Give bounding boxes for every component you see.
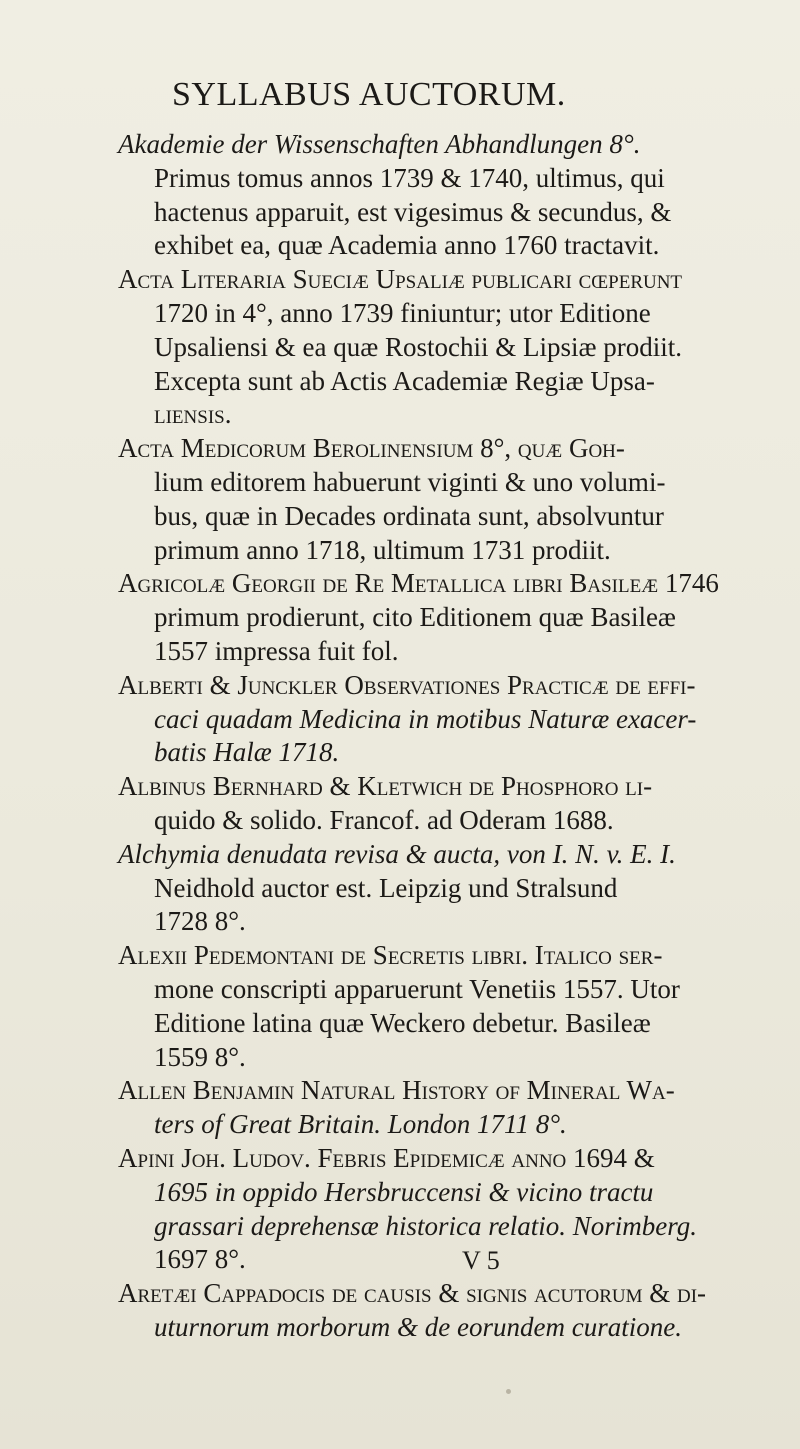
syllabus-text — [118, 128, 758, 1345]
text-line: 1559 8°. — [154, 1041, 246, 1072]
text-line: 1697 8°. — [154, 1244, 246, 1275]
entry-allen — [118, 1074, 758, 1142]
text-line: ters of Great Britain. London 1711 8°. — [154, 1109, 567, 1140]
text-line: 1557 impressa fuit fol. — [154, 635, 399, 666]
entry-agricola — [118, 567, 758, 668]
running-header: SYLLABUS AUCTORUM. — [172, 76, 566, 113]
text-line: Excepta sunt ab Actis Academiæ Regiæ Upsa- — [154, 365, 655, 396]
text-line: primum anno 1718, ultimum 1731 prodiit. — [154, 534, 611, 565]
text-line: 1720 in 4°, anno 1739 finiuntur; utor Editione — [154, 297, 651, 328]
text-line: quido & solido. Francof. ad Oderam 1688. — [154, 804, 614, 835]
text-line: mone conscripti apparuerunt Venetiis 1557. Utor — [154, 973, 680, 1004]
text-line: exhibet ea, quæ Academia anno 1760 tractavit. — [154, 230, 660, 261]
text-line: Alchymia denudata revisa & aucta, von I. N. v. E. I. — [118, 838, 676, 869]
entry-acta-medicorum — [118, 432, 758, 567]
text-line: Primus tomus annos 1739 & 1740, ultimus, qui — [154, 162, 665, 193]
entry-alexii — [118, 939, 758, 1074]
signature-mark: V 5 — [462, 1246, 500, 1275]
text-line: 1728 8°. — [154, 906, 246, 937]
text-line: caci quadam Medicina in motibus Naturæ exacer- — [154, 703, 697, 734]
paper-speck — [506, 1389, 511, 1394]
entry-aretaei — [118, 1277, 758, 1345]
text-line: Allen Benjamin Natural History of Mineral Wa- — [118, 1075, 675, 1106]
text-line: 1695 in oppido Hersbruccensi & vicino tractu — [154, 1176, 654, 1207]
text-line: Akademie der Wissenschaften Abhandlungen 8°. — [118, 129, 641, 159]
text-line: primum prodierunt, cito Editionem quæ Basileæ — [154, 602, 676, 633]
text-line: Albinus Bernhard & Kletwich de Phosphoro li- — [118, 771, 653, 802]
text-line: Alexii Pedemontani de Secretis libri. Italico ser- — [118, 940, 663, 971]
text-line: Acta Medicorum Berolinensium 8°, quæ Goh- — [118, 433, 625, 464]
text-line: Upsaliensi & ea quæ Rostochii & Lipsiæ prodiit. — [154, 331, 682, 362]
entry-alberti — [118, 669, 758, 770]
text-line: Aretæi Cappadocis de causis & signis acutorum & di- — [118, 1278, 707, 1309]
text-line: Alberti & Junckler Observationes Practicæ de effi- — [118, 669, 696, 700]
entry-albinus — [118, 770, 758, 838]
text-line: uturnorum morborum & de eorundem curatione. — [154, 1311, 682, 1342]
text-line: Agricolæ Georgii de Re Metallica libri Basileæ 1746 — [118, 568, 719, 599]
entry-acta-literaria — [118, 263, 758, 432]
text-line: Neidhold auctor est. Leipzig und Stralsund — [154, 872, 618, 903]
text-line: grassari deprehensæ historica relatio. Norimberg. — [154, 1210, 698, 1241]
text-line: Editione latina quæ Weckero debetur. Basileæ — [154, 1007, 651, 1038]
entry-alchymia — [118, 838, 758, 939]
text-line: lium editorem habuerunt viginti & uno volumi- — [154, 466, 666, 497]
entry-akademie — [118, 128, 758, 263]
text-line: hactenus apparuit, est vigesimus & secundus, & — [154, 196, 672, 227]
text-line: batis Halæ 1718. — [154, 737, 340, 768]
text-line: Apini Joh. Ludov. Febris Epidemicæ anno 1694 & — [118, 1142, 655, 1173]
text-line: bus, quæ in Decades ordinata sunt, absolvuntur — [154, 500, 664, 531]
entry-apini — [118, 1142, 758, 1277]
text-line: Acta Literaria Sueciæ Upsaliæ publicari cœperunt — [118, 264, 683, 295]
text-line: liensis. — [154, 399, 232, 430]
